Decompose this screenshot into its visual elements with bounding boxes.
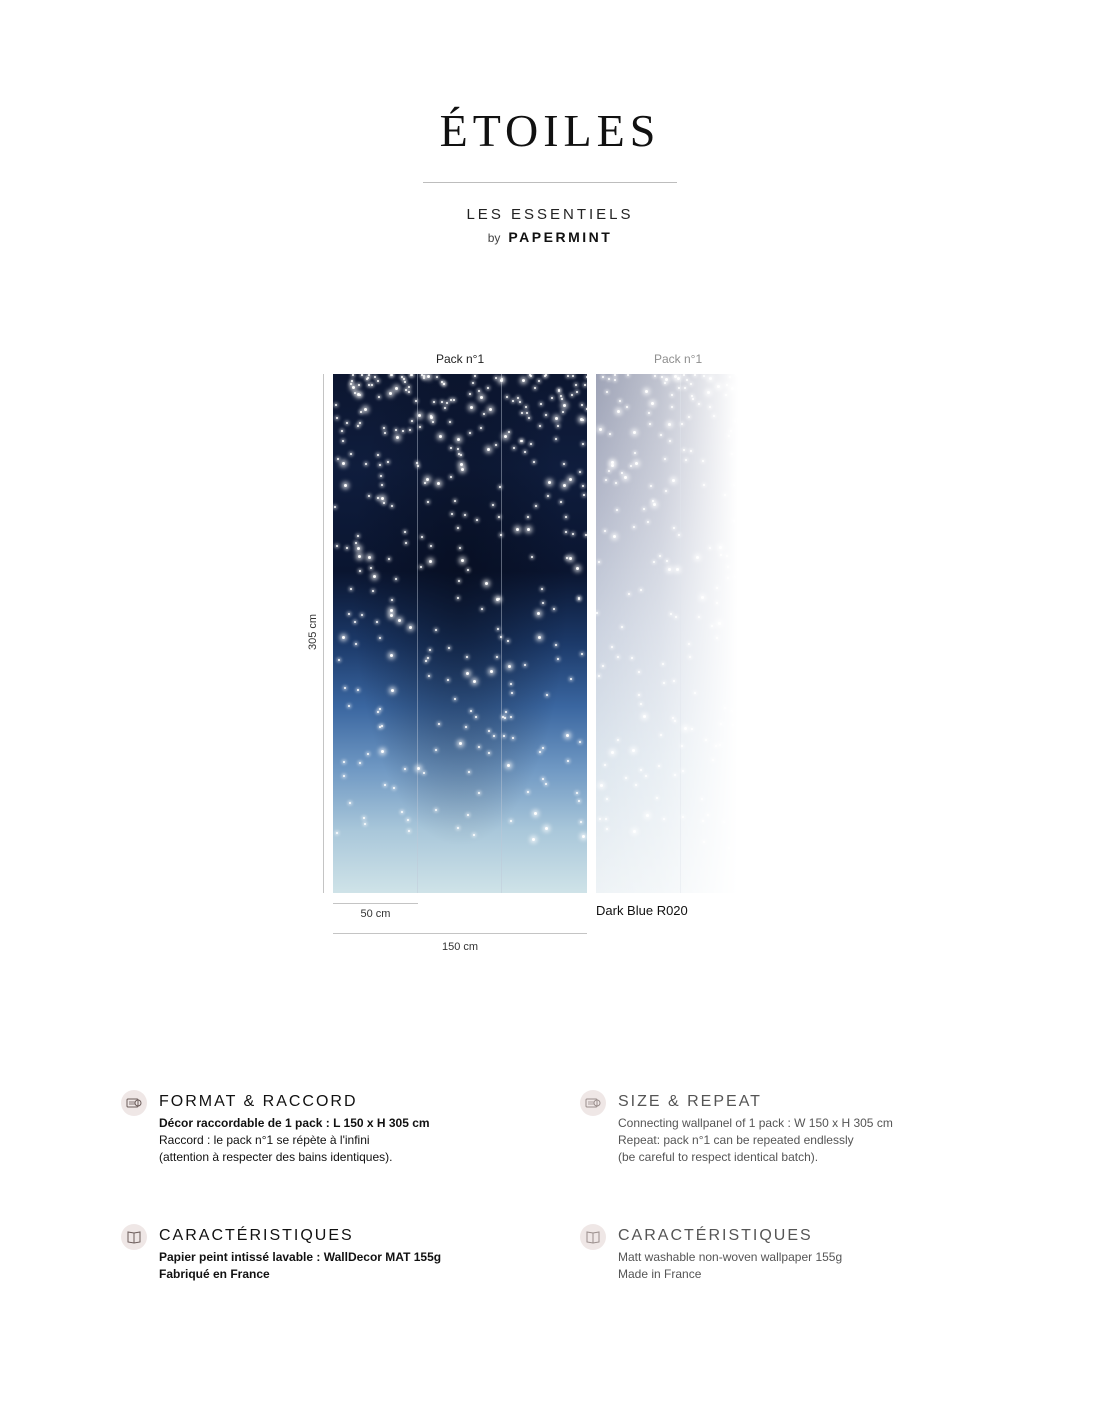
star-sparkle (379, 708, 381, 710)
star-sparkle (419, 426, 421, 428)
star-sparkle (467, 814, 469, 816)
star-sparkle (513, 447, 515, 449)
star-sparkle (404, 768, 406, 770)
star-sparkle (510, 716, 512, 718)
star-sparkle (582, 419, 584, 421)
star-sparkle (396, 436, 399, 439)
star-sparkle (352, 386, 355, 389)
star-sparkle (417, 465, 419, 467)
star-sparkle (510, 820, 512, 822)
star-sparkle (575, 384, 577, 386)
star-sparkle (427, 375, 430, 378)
star-sparkle (557, 425, 559, 427)
star-sparkle (495, 377, 497, 379)
star-sparkle (576, 391, 578, 393)
color-name: Dark Blue R020 (596, 903, 688, 918)
star-sparkle (582, 485, 584, 487)
star-sparkle (360, 411, 362, 413)
brand-logo-text: PAPERMINT (508, 229, 613, 245)
by-label: by (487, 231, 501, 245)
star-sparkle (398, 619, 401, 622)
book-icon (121, 1224, 147, 1250)
star-sparkle (522, 379, 525, 382)
height-dimension-line (323, 374, 324, 893)
star-sparkle (535, 505, 537, 507)
star-sparkle (441, 401, 443, 403)
star-sparkle (443, 383, 445, 385)
star-sparkle (488, 752, 490, 754)
star-sparkle (560, 501, 562, 503)
star-sparkle (358, 384, 360, 386)
star-sparkle (365, 463, 367, 465)
star-sparkle (528, 417, 530, 419)
star-sparkle (364, 408, 367, 411)
wallpaper-roll-icon (580, 1090, 606, 1116)
star-sparkle (473, 834, 475, 836)
format-text-fr (159, 1115, 430, 1166)
star-sparkle (448, 647, 450, 649)
star-sparkle (437, 482, 440, 485)
star-sparkle (474, 375, 476, 377)
star-sparkle (572, 533, 574, 535)
star-sparkle (435, 749, 437, 751)
star-sparkle (420, 566, 422, 568)
format-line2-fr: Raccord : le pack n°1 se répète à l'infini (159, 1133, 370, 1147)
book-icon (580, 1224, 606, 1250)
star-sparkle (357, 547, 360, 550)
format-line1-en: Connecting wallpanel of 1 pack : W 150 x H 305 cm (618, 1116, 893, 1130)
star-sparkle (500, 636, 502, 638)
star-sparkle (534, 812, 537, 815)
brand-line (0, 229, 1100, 245)
star-sparkle (348, 613, 350, 615)
star-sparkle (393, 787, 395, 789)
star-sparkle (401, 811, 403, 813)
wallpaper-panel-main (333, 374, 587, 893)
star-sparkle (401, 376, 403, 378)
wallpaper-roll-icon (121, 1090, 147, 1116)
star-sparkle (423, 772, 425, 774)
star-sparkle (458, 453, 460, 455)
star-sparkle (379, 637, 381, 639)
star-sparkle (579, 741, 581, 743)
star-sparkle (545, 374, 547, 376)
specs-line1-en: Matt washable non-woven wallpaper 155g (618, 1250, 843, 1264)
star-sparkle (476, 519, 478, 521)
star-sparkle (405, 389, 407, 391)
strip-width-line (333, 903, 418, 904)
specs-text-en (618, 1249, 842, 1283)
format-title-fr: FORMAT & RACCORD (159, 1093, 358, 1110)
star-sparkle (407, 819, 409, 821)
star-sparkle (344, 484, 347, 487)
star-sparkle (586, 376, 587, 378)
star-sparkle (562, 411, 564, 413)
star-sparkle (467, 569, 469, 571)
star-sparkle (415, 400, 417, 402)
star-sparkle (439, 435, 442, 438)
star-sparkle (527, 528, 530, 531)
total-width-label: 150 cm (441, 941, 479, 953)
star-sparkle (586, 408, 587, 410)
star-sparkle (357, 535, 359, 537)
star-sparkle (335, 404, 337, 406)
star-sparkle (404, 531, 406, 533)
wallpaper-panel-repeat (596, 374, 738, 893)
star-sparkle (525, 406, 527, 408)
star-sparkle (338, 659, 340, 661)
star-sparkle (504, 717, 506, 719)
star-sparkle (391, 599, 393, 601)
star-sparkle (359, 762, 361, 764)
star-sparkle (449, 421, 451, 423)
specs-text-fr (159, 1249, 441, 1283)
star-sparkle (370, 567, 372, 569)
star-sparkle (481, 608, 483, 610)
star-sparkle (534, 387, 536, 389)
star-sparkle (377, 711, 379, 713)
star-sparkle (348, 705, 350, 707)
star-sparkle (432, 421, 434, 423)
star-sparkle (372, 590, 374, 592)
star-sparkle (381, 497, 384, 500)
star-sparkle (459, 742, 462, 745)
star-sparkle (341, 430, 343, 432)
star-sparkle (548, 481, 551, 484)
star-sparkle (519, 401, 521, 403)
specs-line1-fr: Papier peint intissé lavable : WallDecor MAT 155g (159, 1250, 442, 1264)
star-sparkle (367, 377, 369, 379)
strip-seam (417, 374, 418, 893)
pack-label-repeat: Pack n°1 (654, 352, 703, 366)
star-sparkle (402, 430, 404, 432)
star-sparkle (532, 838, 535, 841)
height-label: 305 cm (307, 613, 319, 651)
star-sparkle (563, 484, 566, 487)
star-sparkle (489, 408, 492, 411)
star-sparkle (428, 675, 430, 677)
star-sparkle (450, 447, 452, 449)
total-width-line (333, 933, 587, 934)
star-sparkle (516, 528, 519, 531)
format-text-en (618, 1115, 893, 1166)
star-sparkle (581, 653, 583, 655)
star-sparkle (546, 694, 548, 696)
specs-line2-en: Made in France (618, 1267, 702, 1281)
star-sparkle (553, 608, 555, 610)
star-sparkle (540, 403, 542, 405)
star-sparkle (378, 396, 380, 398)
star-sparkle (457, 827, 459, 829)
star-sparkle (547, 495, 549, 497)
star-sparkle (487, 448, 490, 451)
star-sparkle (390, 614, 393, 617)
star-sparkle (480, 396, 483, 399)
star-sparkle (354, 621, 356, 623)
star-sparkle (555, 438, 557, 440)
star-sparkle (466, 672, 469, 675)
star-sparkle (478, 746, 480, 748)
star-sparkle (469, 432, 471, 434)
star-sparkle (457, 527, 459, 529)
star-sparkle (468, 771, 470, 773)
page-title: ÉTOILES (439, 105, 661, 156)
star-sparkle (504, 435, 507, 438)
star-sparkle (578, 597, 580, 599)
star-sparkle (538, 380, 540, 382)
star-sparkle (508, 665, 511, 668)
specs-title-en: CARACTÉRISTIQUES (618, 1227, 813, 1244)
star-sparkle (493, 735, 495, 737)
star-sparkle (384, 784, 386, 786)
star-sparkle (539, 751, 541, 753)
star-sparkle (457, 448, 459, 450)
star-sparkle (460, 463, 463, 466)
star-sparkle (358, 555, 361, 558)
format-line1-fr: Décor raccordable de 1 pack : L 150 x H 305 cm (159, 1116, 430, 1130)
star-sparkle (557, 658, 559, 660)
star-sparkle (457, 597, 459, 599)
star-sparkle (373, 575, 376, 578)
star-sparkle (465, 726, 467, 728)
star-sparkle (342, 636, 345, 639)
specs-line2-fr: Fabriqué en France (159, 1267, 270, 1281)
star-sparkle (343, 761, 345, 763)
star-sparkle (542, 602, 544, 604)
star-sparkle (529, 374, 531, 376)
star-sparkle (495, 444, 497, 446)
star-sparkle (531, 556, 533, 558)
star-sparkle (581, 404, 583, 406)
specs-title-fr: CARACTÉRISTIQUES (159, 1227, 354, 1244)
star-sparkle (475, 716, 477, 718)
star-sparkle (364, 823, 366, 825)
panel-shade (333, 374, 587, 893)
title-divider (423, 182, 677, 183)
star-sparkle (376, 621, 378, 623)
format-line3-fr: (attention à respecter des bains identiques). (159, 1150, 393, 1164)
star-sparkle (520, 440, 522, 442)
star-sparkle (551, 397, 553, 399)
star-sparkle (355, 542, 357, 544)
star-sparkle (430, 545, 432, 547)
star-sparkle (576, 792, 578, 794)
star-sparkle (473, 680, 476, 683)
star-sparkle (408, 830, 410, 832)
star-sparkle (391, 505, 393, 507)
star-sparkle (351, 380, 353, 382)
format-line3-en: (be careful to respect identical batch). (618, 1150, 819, 1164)
star-sparkle (423, 377, 425, 379)
star-sparkle (530, 443, 532, 445)
star-sparkle (395, 429, 397, 431)
star-sparkle (569, 557, 572, 560)
format-line2-en: Repeat: pack n°1 can be repeated endlessly (618, 1133, 854, 1147)
pack-label: Pack n°1 (436, 352, 485, 366)
star-sparkle (569, 478, 572, 481)
star-sparkle (460, 454, 462, 456)
star-sparkle (408, 386, 410, 388)
star-sparkle (512, 400, 514, 402)
star-sparkle (555, 417, 558, 420)
star-sparkle (470, 710, 472, 712)
star-sparkle (542, 747, 544, 749)
star-sparkle (410, 374, 412, 376)
strip-seam (501, 374, 502, 893)
star-sparkle (395, 387, 398, 390)
star-sparkle (346, 422, 348, 424)
star-sparkle (405, 542, 407, 544)
star-sparkle (502, 716, 504, 718)
star-sparkle (368, 384, 370, 386)
star-sparkle (453, 399, 455, 401)
star-sparkle (566, 734, 569, 737)
format-title-en: SIZE & REPEAT (618, 1093, 762, 1110)
star-sparkle (466, 656, 468, 658)
star-sparkle (507, 764, 510, 767)
strip-width-label: 50 cm (360, 908, 391, 920)
star-sparkle (501, 378, 503, 380)
star-sparkle (537, 612, 540, 615)
panel-fade (596, 374, 738, 893)
collection-name: LES ESSENTIELS (466, 206, 634, 223)
star-sparkle (426, 478, 429, 481)
